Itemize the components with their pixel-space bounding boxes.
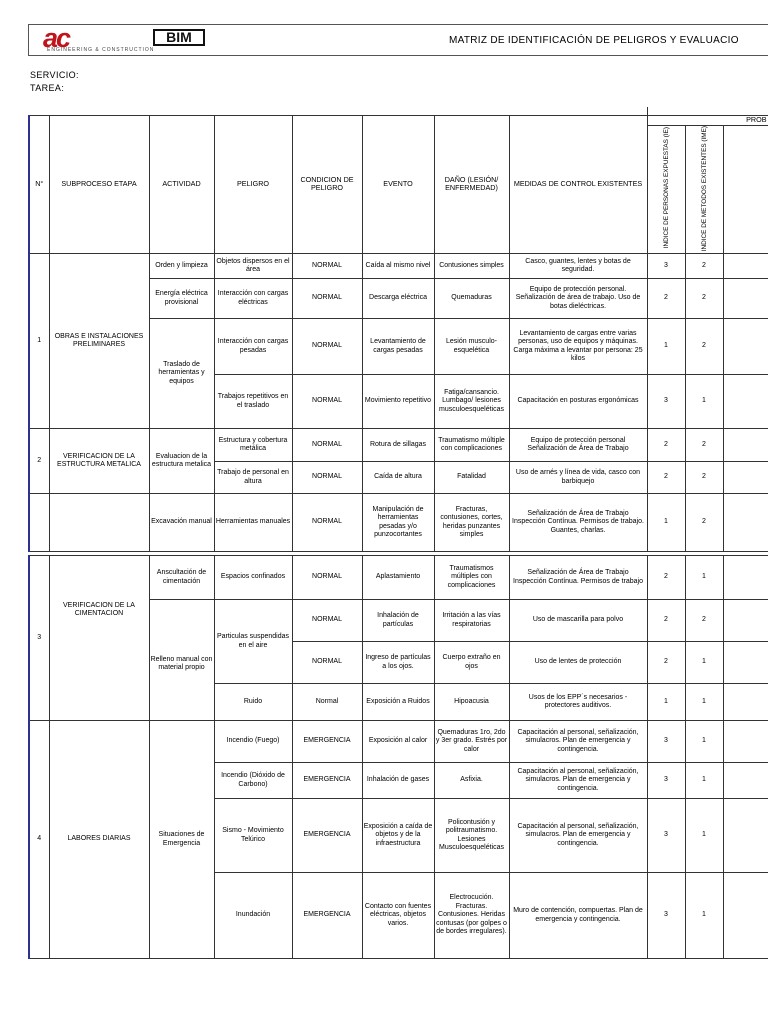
evento-cell: Rotura de sillagas (362, 429, 434, 462)
dano-cell: Irritación a las vías respiratorias (434, 600, 509, 642)
col-ime: INDICE DE METODOS EXISTENTES (IME) (700, 125, 708, 251)
dano-cell: Fatiga/cansancio. Lumbago/ lesiones musculoesqueléticas (434, 375, 509, 429)
evento-cell: Caída al mismo nivel (362, 254, 434, 279)
ime-cell: 2 (685, 462, 723, 494)
col-subproceso: SUBPROCESO ETAPA (49, 115, 149, 254)
ime-cell: 1 (685, 873, 723, 959)
group-subproceso: VERIFICACION DE LA ESTRUCTURA METALICA (49, 429, 149, 494)
ie-cell: 2 (647, 279, 685, 319)
company-logo (39, 23, 229, 53)
document-title: MATRIZ DE IDENTIFICACIÓN DE PELIGROS Y EVALUACIO (449, 35, 739, 46)
evento-cell: Caída de altura (362, 462, 434, 494)
ie-cell: 2 (647, 429, 685, 462)
ime-cell: 2 (685, 429, 723, 462)
condicion-cell: EMERGENCIA (292, 721, 362, 763)
table-row (29, 556, 768, 600)
ie-cell: 3 (647, 254, 685, 279)
medidas-cell: Uso de mascarilla para polvo (509, 600, 647, 642)
dano-cell: Asfixia. (434, 763, 509, 799)
ime-cell: 2 (685, 494, 723, 552)
peligro-cell: Inundación (214, 873, 292, 959)
ime-cell: 1 (685, 642, 723, 684)
col-medidas: MEDIDAS DE CONTROL EXISTENTES (509, 115, 647, 254)
ime-cell: 2 (685, 319, 723, 375)
evento-cell: Levantamiento de cargas pesadas (362, 319, 434, 375)
dano-cell: Cuerpo extraño en ojos (434, 642, 509, 684)
evento-cell: Manipulación de herramientas pesadas y/o punzocortantes (362, 494, 434, 552)
ime-cell: 1 (685, 375, 723, 429)
servicio-label: SERVICIO: (30, 70, 79, 80)
document-header (28, 24, 768, 56)
condicion-cell: NORMAL (292, 642, 362, 684)
col-prob: PROB (647, 115, 768, 125)
condicion-cell: NORMAL (292, 429, 362, 462)
col-dano: DAÑO (LESIÓN/ ENFERMEDAD) (434, 115, 509, 254)
peligro-cell: Sismo - Movimiento Telúrico (214, 799, 292, 873)
ie-cell: 3 (647, 375, 685, 429)
condicion-cell: Normal (292, 684, 362, 721)
dano-cell: Policontusión y politraumatismo. Lesiones Musculoesqueléticas (434, 799, 509, 873)
ie-cell: 2 (647, 642, 685, 684)
medidas-cell: Usos de los EPP´s necesarios - protectores auditivos. (509, 684, 647, 721)
medidas-cell: Capacitación al personal, señalización, simulacros. Plan de emergencia y contingencia. (509, 721, 647, 763)
ime-cell: 2 (685, 254, 723, 279)
condicion-cell: NORMAL (292, 279, 362, 319)
hazard-matrix-table-2 (28, 555, 768, 959)
col-actividad: ACTIVIDAD (149, 115, 214, 254)
peligro-cell: Estructura y cobertura metálica (214, 429, 292, 462)
ie-cell: 3 (647, 721, 685, 763)
dano-cell: Hipoacusia (434, 684, 509, 721)
evento-cell: Inhalación de gases (362, 763, 434, 799)
condicion-cell: EMERGENCIA (292, 763, 362, 799)
ime-cell: 1 (685, 721, 723, 763)
ie-cell: 3 (647, 873, 685, 959)
group-number: 3 (29, 556, 49, 721)
table-row (29, 254, 768, 279)
medidas-cell: Uso de arnés y línea de vida, casco con barbiquejo (509, 462, 647, 494)
peligro-cell: Trabajos repetitivos en el traslado (214, 375, 292, 429)
condicion-cell: NORMAL (292, 319, 362, 375)
ime-cell: 1 (685, 799, 723, 873)
peligro-cell: Ruido (214, 684, 292, 721)
col-n: N° (29, 115, 49, 254)
condicion-cell: EMERGENCIA (292, 799, 362, 873)
evento-cell: Exposición al calor (362, 721, 434, 763)
dano-cell: Traumatismo múltiple con complicaciones (434, 429, 509, 462)
condicion-cell: NORMAL (292, 600, 362, 642)
activity-cell: Relleno manual con material propio (149, 600, 214, 721)
tarea-label: TAREA: (30, 83, 65, 93)
ime-cell: 1 (685, 556, 723, 600)
logo-mark: ac (43, 23, 70, 53)
activity-cell: Anscultación de cimentación (149, 556, 214, 600)
condicion-cell: NORMAL (292, 375, 362, 429)
ie-cell: 3 (647, 799, 685, 873)
peligro-cell: Incendio (Dióxido de Carbono) (214, 763, 292, 799)
peligro-cell: Incendio (Fuego) (214, 721, 292, 763)
ie-cell: 1 (647, 684, 685, 721)
condicion-cell: NORMAL (292, 462, 362, 494)
dano-cell: Traumatismos múltiples con complicaciones (434, 556, 509, 600)
dano-cell: Fatalidad (434, 462, 509, 494)
activity-cell: Traslado de herramientas y equipos (149, 319, 214, 429)
dano-cell: Contusiones simples (434, 254, 509, 279)
evento-cell: Exposición a Ruidos (362, 684, 434, 721)
evento-cell: Movimiento repetitivo (362, 375, 434, 429)
hazard-matrix-table-1 (28, 107, 768, 552)
ime-cell: 2 (685, 279, 723, 319)
medidas-cell: Uso de lentes de protección (509, 642, 647, 684)
ime-cell: 1 (685, 684, 723, 721)
ie-cell: 2 (647, 462, 685, 494)
medidas-cell: Señalización de Área de Trabajo Inspección Contínua. Permisos de trabajo. Guantes, charlas. (509, 494, 647, 552)
medidas-cell: Casco, guantes, lentes y botas de seguridad. (509, 254, 647, 279)
dano-cell: Quemaduras 1ro, 2do y 3er grado. Estrés por calor (434, 721, 509, 763)
logo-bim-box: BIM (153, 29, 205, 46)
ime-cell: 2 (685, 600, 723, 642)
activity-cell: Situaciones de Emergencia (149, 721, 214, 959)
evento-cell: Ingreso de partículas a los ojos. (362, 642, 434, 684)
col-evento: EVENTO (362, 115, 434, 254)
medidas-cell: Muro de contención, compuertas. Plan de emergencia y contingencia. (509, 873, 647, 959)
ime-cell: 1 (685, 763, 723, 799)
ie-cell: 2 (647, 600, 685, 642)
medidas-cell: Equipo de protección personal Señalización de Área de Trabajo (509, 429, 647, 462)
logo-tagline: ENGINEERING & CONSTRUCTION (47, 47, 155, 53)
ie-cell: 3 (647, 763, 685, 799)
peligro-cell: Trabajo de personal en altura (214, 462, 292, 494)
ie-cell: 2 (647, 556, 685, 600)
ie-cell: 1 (647, 494, 685, 552)
dano-cell: Quemaduras (434, 279, 509, 319)
ie-cell: 1 (647, 319, 685, 375)
condicion-cell: EMERGENCIA (292, 873, 362, 959)
activity-cell: Excavación manual (149, 494, 214, 552)
peligro-cell: Espacios confinados (214, 556, 292, 600)
medidas-cell: Levantamiento de cargas entre varias personas, uso de equipos y máquinas. Carga máxima a levantar por persona: 25 kilos (509, 319, 647, 375)
peligro-cell: Interacción con cargas pesadas (214, 319, 292, 375)
group-subproceso: OBRAS E INSTALACIONES PRELIMINARES (49, 254, 149, 429)
condicion-cell: NORMAL (292, 556, 362, 600)
evento-cell: Inhalación de partículas (362, 600, 434, 642)
group-number: 4 (29, 721, 49, 959)
group-subproceso: LABORES DIARIAS (49, 721, 149, 959)
activity-cell: Energía eléctrica provisional (149, 279, 214, 319)
dano-cell: Fracturas, contusiones, cortes, heridas punzantes simples (434, 494, 509, 552)
table-row (29, 494, 768, 552)
peligro-cell: Particulas suspendidas en el aire (214, 600, 292, 684)
dano-cell: Electrocución. Fracturas. Contusiones. Heridas contusas (por golpes o de bordes irregulares). (434, 873, 509, 959)
medidas-cell: Capacitación al personal, señalización, simulacros. Plan de emergencia y contingencia. (509, 799, 647, 873)
evento-cell: Exposición a caída de objetos y de la infraestructura (362, 799, 434, 873)
activity-cell: Evaluacion de la estructura metalica (149, 429, 214, 494)
col-condicion: CONDICION DE PELIGRO (292, 115, 362, 254)
medidas-cell: Capacitación al personal, señalización, simulacros. Plan de emergencia y contingencia. (509, 763, 647, 799)
group-number: 1 (29, 254, 49, 429)
evento-cell: Contacto con fuentes eléctricas, objetos varios. (362, 873, 434, 959)
activity-cell: Orden y limpieza (149, 254, 214, 279)
peligro-cell: Interacción con cargas eléctricas (214, 279, 292, 319)
col-peligro: PELIGRO (214, 115, 292, 254)
table-row (29, 721, 768, 763)
medidas-cell: Equipo de protección personal. Señalización de área de trabajo. Uso de botas dieléctricas. (509, 279, 647, 319)
peligro-cell: Herramientas manuales (214, 494, 292, 552)
medidas-cell: Señalización de Área de Trabajo Inspección Contínua. Permisos de trabajo (509, 556, 647, 600)
evento-cell: Aplastamiento (362, 556, 434, 600)
condicion-cell: NORMAL (292, 254, 362, 279)
condicion-cell: NORMAL (292, 494, 362, 552)
medidas-cell: Capacitación en posturas ergonómicas (509, 375, 647, 429)
evento-cell: Descarga eléctrica (362, 279, 434, 319)
dano-cell: Lesión musculo-esquelética (434, 319, 509, 375)
group-number: 2 (29, 429, 49, 494)
group-subproceso: VERIFICACION DE LA CIMENTACION (49, 556, 149, 721)
peligro-cell: Objetos dispersos en el área (214, 254, 292, 279)
col-ie: INDICE DE PERSONAS EXPUESTAS (IE) (662, 127, 670, 249)
table-row (29, 429, 768, 462)
